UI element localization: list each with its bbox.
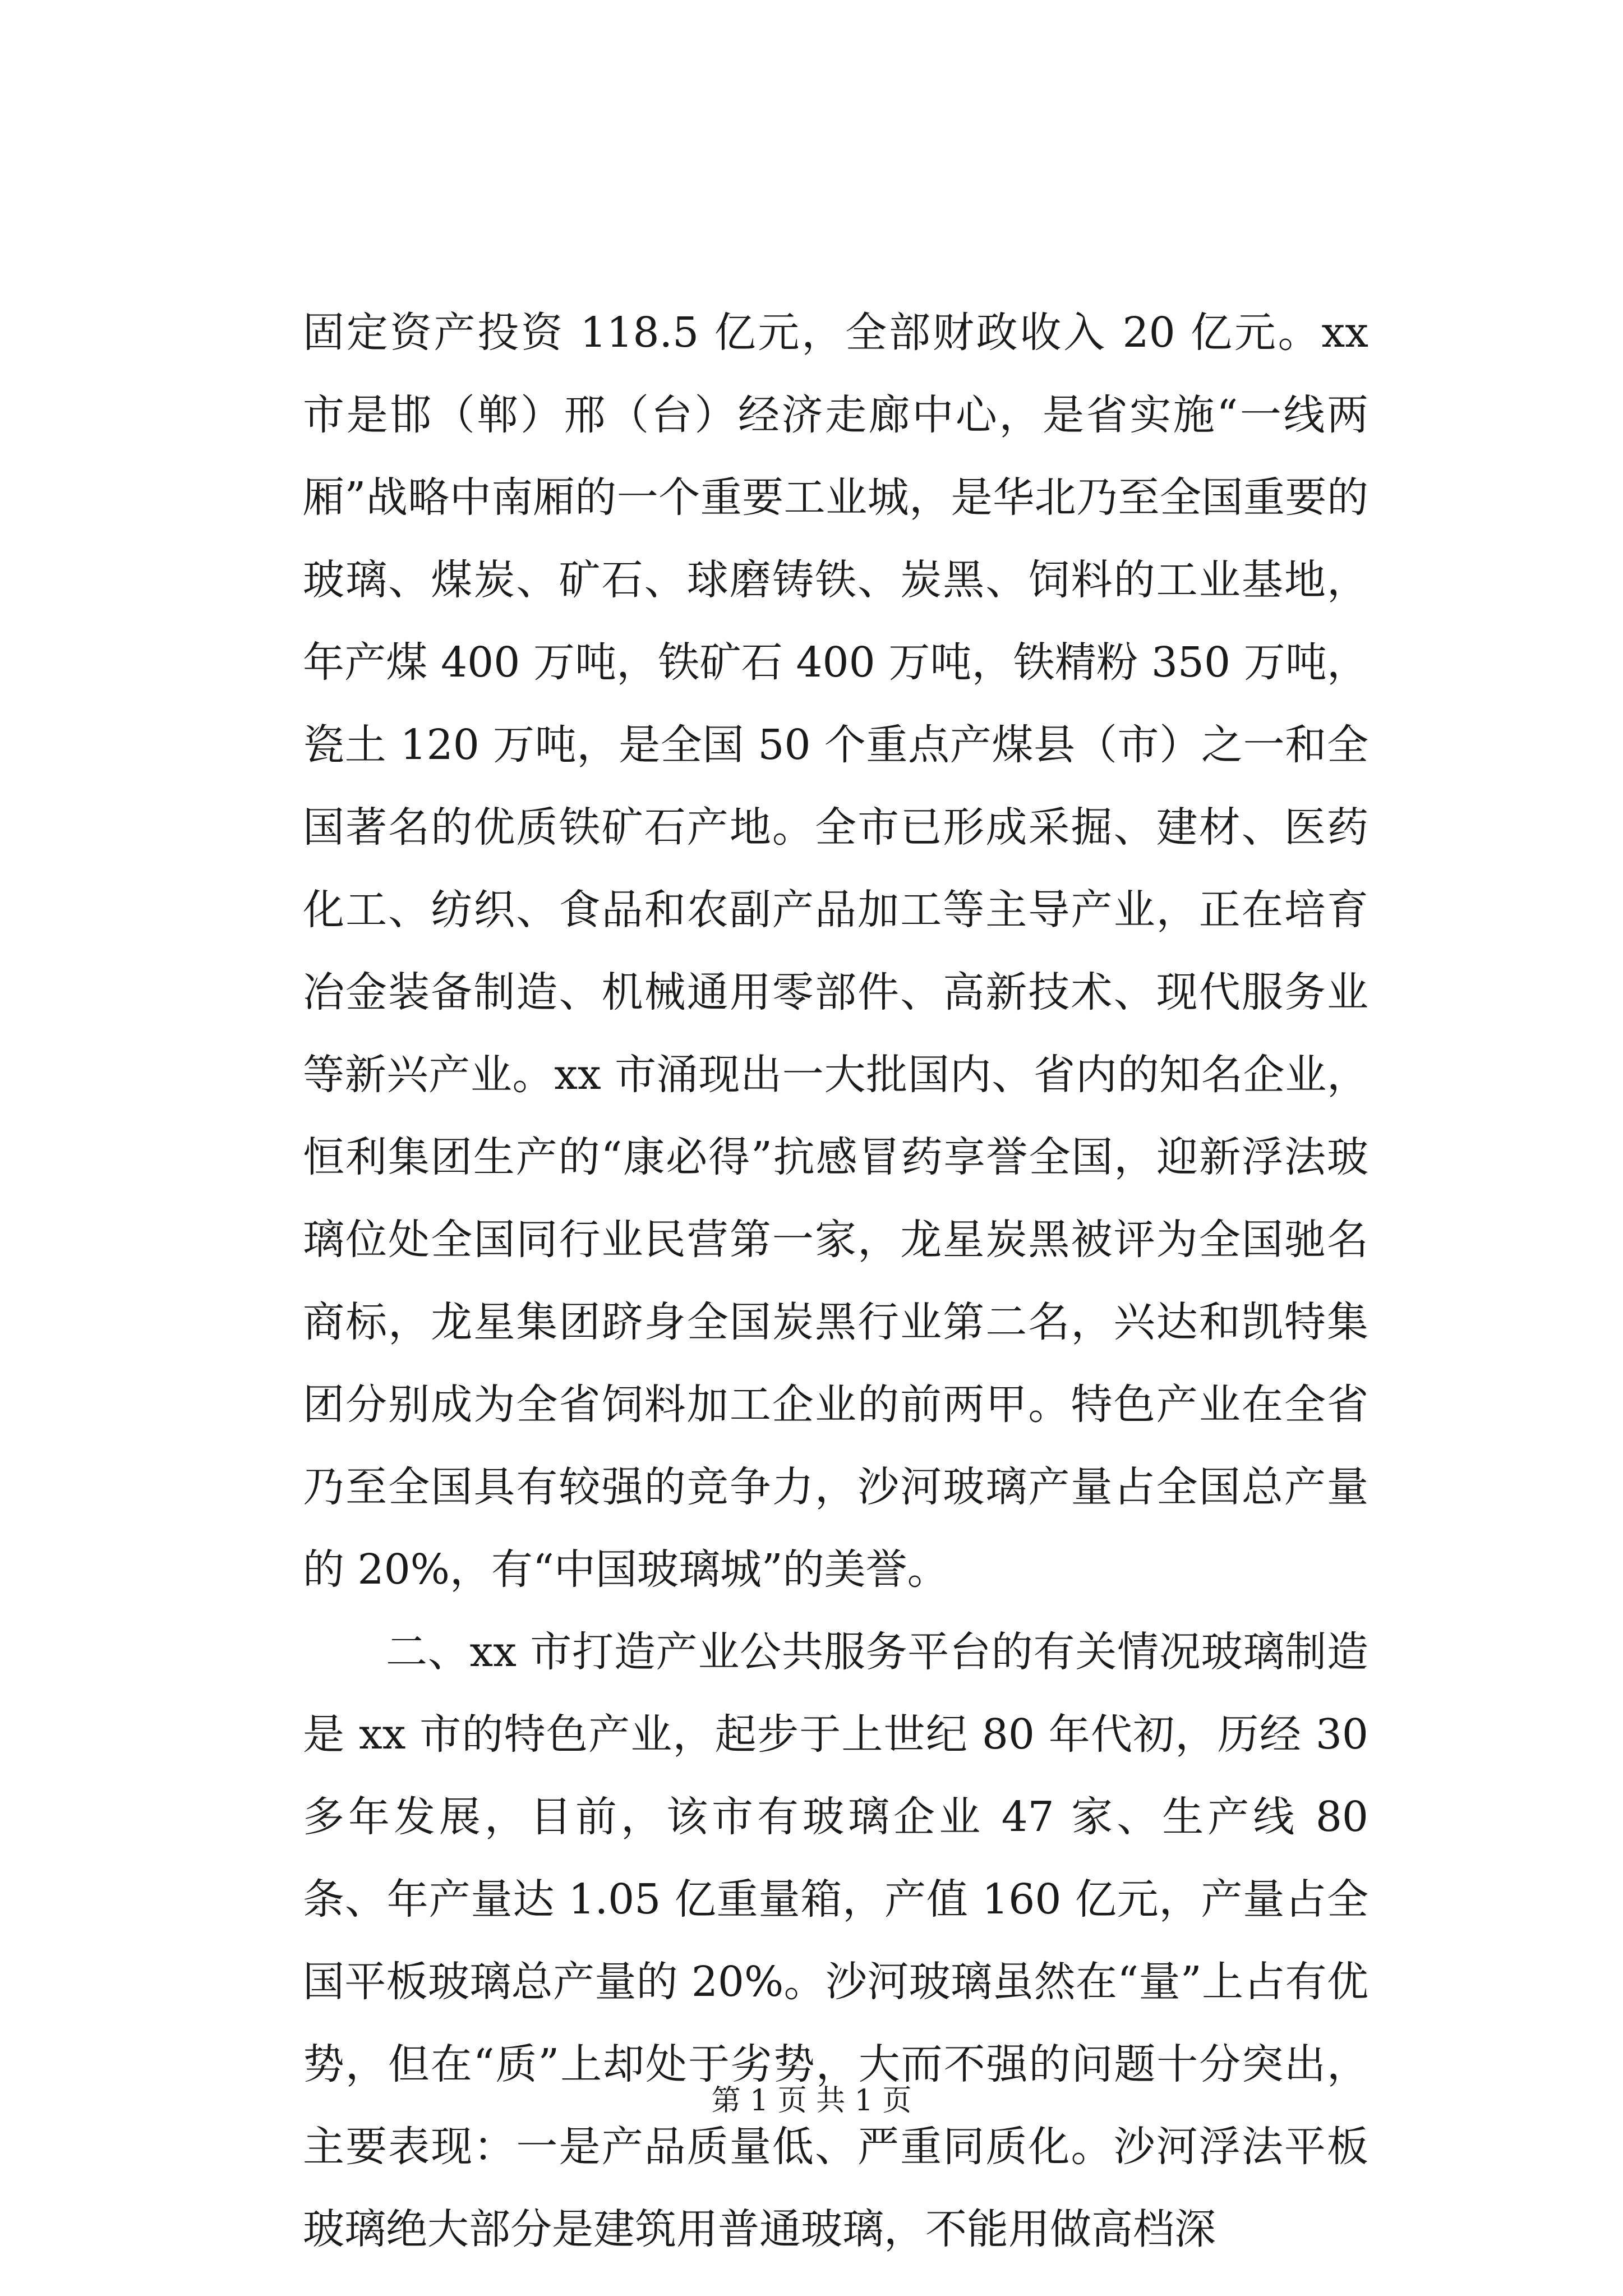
document-body	[303, 292, 1368, 2271]
paragraph-economy-overview: 固定资产投资 118.5 亿元，全部财政收入 20 亿元。xx 市是邯（郸）邢（台）经济走廊中心，是省实施“一线两厢”战略中南厢的一个重要工业城，是华北乃至全国重要的玻璃、煤炭、矿石、球磨铸铁、炭黑、饲料的工业基地，年产煤 400 万吨，铁矿石 400 万吨，铁精粉 350 万吨，瓷土 120 万吨，是全国 50 个重点产煤县（市）之一和全国著名的优质铁矿石产地。全市已形成采掘、建材、医药化工、纺织、食品和农副产品加工等主导产业，正在培育冶金装备制造、机械通用零部件、高新技术、现代服务业等新兴产业。xx 市涌现出一大批国内、省内的知名企业，恒利集团生产的“康必得”抗感冒药享誉全国，迎新浮法玻璃位处全国同行业民营第一家，龙星炭黑被评为全国驰名商标，龙星集团跻身全国炭黑行业第二名，兴达和凯特集团分别成为全省饲料加工企业的前两甲。特色产业在全省乃至全国具有较强的竞争力，沙河玻璃产量占全国总产量的 20%，有“中国玻璃城”的美誉。	[303, 309, 1368, 1594]
page-footer: 第 1 页 共 1 页	[711, 2084, 912, 2118]
paragraph-service-platform: 二、xx 市打造产业公共服务平台的有关情况玻璃制造是 xx 市的特色产业，起步于上世纪 80 年代初，历经 30 多年发展，目前，该市有玻璃企业 47 家、生产线 80 条、年产量达 1.05 亿重量箱，产值 160 亿元，产量占全国平板玻璃总产量的 20%。沙河玻璃虽然在“量”上占有优势，但在“质”上却处于劣势，大而不强的问题十分突出，主要表现：一是产品质量低、严重同质化。沙河浮法平板玻璃绝大部分是建筑用普通玻璃，不能用做高档深	[303, 1628, 1368, 2253]
